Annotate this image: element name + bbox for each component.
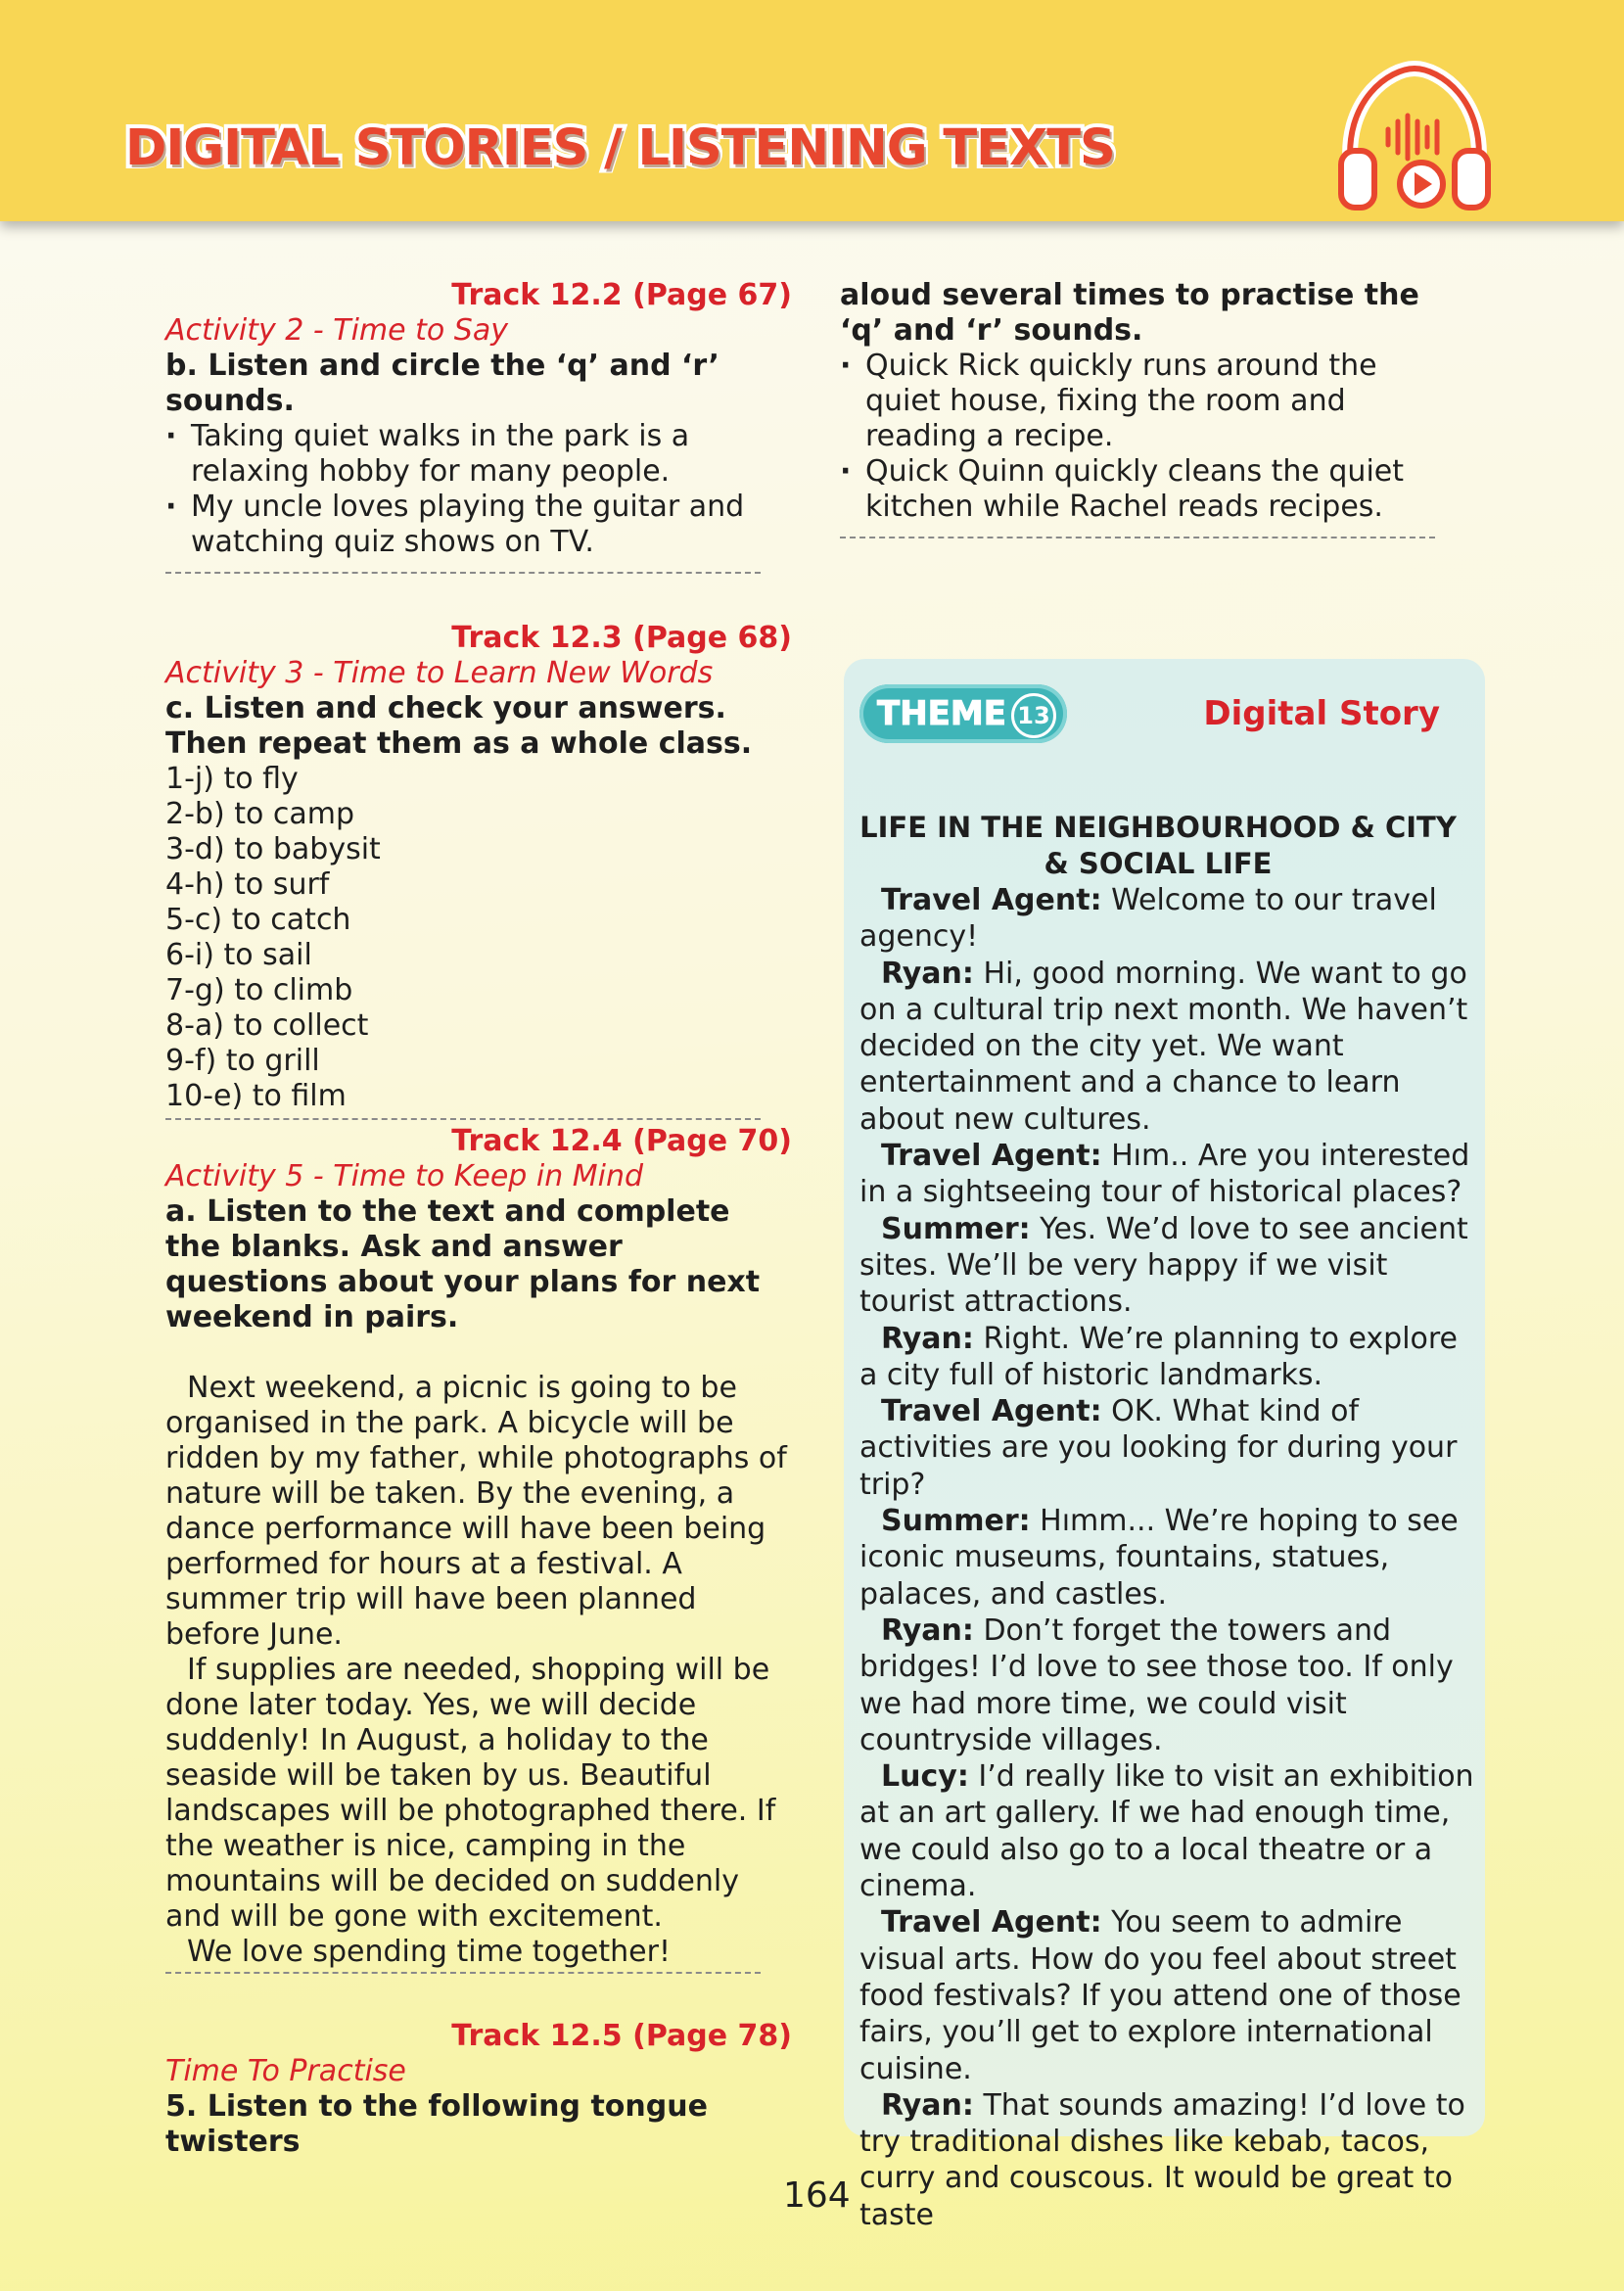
list-item: 3-d) to babysit [165, 832, 381, 866]
instruction-5: 5. Listen to the following tongue twisters [165, 2089, 708, 2159]
track-12-4-heading: Track 12.4 (Page 70) [451, 1124, 792, 1158]
track-12-3-heading: Track 12.3 (Page 68) [451, 621, 792, 655]
list-item: 6-i) to sail [165, 938, 312, 972]
dialogue-line: Travel Agent: OK. What kind of activities are you looking for during your trip? [859, 1394, 1458, 1502]
dashed-divider [165, 1118, 761, 1120]
instruction-a: a. Listen to the text and complete the blanks. Ask and answer questions about your plans for next weekend in pairs. [165, 1194, 761, 1334]
left-column [165, 278, 792, 2160]
list-item: 2-b) to camp [165, 797, 354, 831]
speaker: Travel Agent: [881, 1394, 1102, 1429]
story-dialogue [859, 882, 1476, 2233]
listening-text-paragraph: Next weekend, a picnic is going to be organised in the park. A bicycle will be ridden by my father, while photographs of nature will be taken. By the evening, a dance performance will have been being performed for hours at a festival. A summer trip will have been planned before June. [165, 1371, 787, 1652]
theme-label: THEME [877, 694, 1006, 733]
list-item: 10-e) to film [165, 1079, 347, 1113]
track-12-5-heading: Track 12.5 (Page 78) [451, 2019, 792, 2053]
sentence-list [165, 419, 792, 560]
instruction-5-continued: aloud several times to practise the ‘q’ and ‘r’ sounds. [840, 278, 1419, 348]
dialogue-line: Lucy: I’d really like to visit an exhibition at an art gallery. If we had enough time, we could also go to a local theatre or a cinema. [859, 1759, 1474, 1904]
page-header-title: DIGITAL STORIES / LISTENING TEXTS [125, 119, 1115, 177]
list-item: 4-h) to surf [165, 867, 330, 902]
time-to-practise-title: Time To Practise [165, 2054, 406, 2088]
speaker: Travel Agent: [881, 1905, 1102, 1940]
speaker: Ryan: [881, 2087, 974, 2123]
list-item: · My uncle loves playing the guitar and watching quiz shows on TV. [165, 490, 792, 560]
track-12-2-heading: Track 12.2 (Page 67) [451, 278, 792, 312]
header-bar [0, 0, 1624, 221]
list-item: 7-g) to climb [165, 973, 353, 1007]
tongue-twister-list [840, 349, 1447, 525]
right-column [840, 278, 1447, 538]
theme-badge [859, 684, 1067, 743]
listening-text-paragraph: We love spending time together! [187, 1935, 671, 1969]
activity-3-title: Activity 3 - Time to Learn New Words [165, 656, 714, 690]
listening-text-paragraph: If supplies are needed, shopping will be done later today. Yes, we will decide suddenly! In August, a holiday to the seaside will be taken by us. Beautiful landscapes will be photographed there. If the weather is nice, camping in the mountains will be decided on suddenly and will be gone with excitement. [165, 1653, 776, 1934]
speaker: Ryan: [881, 956, 974, 991]
headphones-play-icon [1331, 61, 1498, 217]
story-title: LIFE IN THE NEIGHBOURHOOD & CITY & SOCIAL LIFE [859, 811, 1457, 880]
activity-5-title: Activity 5 - Time to Keep in Mind [165, 1159, 644, 1193]
theme-number: 13 [1011, 693, 1056, 738]
dialogue-line: Summer: Yes. We’d love to see ancient sites. We’ll be very happy if we visit tourist attractions. [859, 1211, 1468, 1320]
list-item: · Quick Quinn quickly cleans the quiet kitchen while Rachel reads recipes. [840, 454, 1447, 525]
dialogue-line: Ryan: Hi, good morning. We want to go on a cultural trip next month. We haven’t decided on the city yet. We want entertainment and a chance to learn about new cultures. [859, 956, 1468, 1137]
dashed-divider [840, 537, 1435, 538]
dialogue-line: Ryan: That sounds amazing! I’d love to try traditional dishes like kebab, tacos, curry and couscous. It would be great to taste [859, 2087, 1465, 2232]
list-item: 9-f) to grill [165, 1044, 320, 1078]
instruction-b: b. Listen and circle the ‘q’ and ‘r’ sounds. [165, 349, 719, 418]
dialogue-line: Ryan: Don’t forget the towers and bridges! I’d love to see those too. If only we had more time, we could visit countryside villages. [859, 1613, 1454, 1757]
answer-list [165, 762, 792, 1114]
story-type-label: Digital Story [1203, 694, 1440, 733]
list-item: 5-c) to catch [165, 903, 351, 937]
digital-story-card [844, 659, 1485, 2232]
page-number: 164 [783, 2175, 851, 2216]
dialogue-line: Travel Agent: Welcome to our travel agency! [859, 883, 1437, 955]
list-item: · Taking quiet walks in the park is a relaxing hobby for many people. [165, 419, 792, 490]
speaker: Ryan: [881, 1613, 974, 1648]
speaker: Lucy: [881, 1759, 969, 1795]
dialogue-line: Travel Agent: Hım.. Are you interested in a sightseeing tour of historical places? [859, 1139, 1470, 1210]
list-item: · Quick Rick quickly runs around the quiet house, fixing the room and reading a recipe. [840, 349, 1447, 454]
dialogue-line: Travel Agent: You seem to admire visual arts. How do you feel about street food festivals? If you attend one of those fairs, you’ll get to explore international cuisine. [859, 1905, 1462, 2086]
dialogue-line: Ryan: Right. We’re planning to explore a city full of historic landmarks. [859, 1321, 1459, 1392]
list-item: 1-j) to fly [165, 762, 299, 796]
speaker: Ryan: [881, 1321, 974, 1356]
activity-2-title: Activity 2 - Time to Say [165, 313, 508, 348]
list-item: 8-a) to collect [165, 1008, 369, 1043]
speaker: Summer: [881, 1504, 1031, 1539]
speaker: Summer: [881, 1211, 1031, 1246]
speaker: Travel Agent: [881, 1139, 1102, 1174]
dialogue-line: Summer: Hımm... We’re hoping to see iconic museums, fountains, statues, palaces, and castles. [859, 1504, 1459, 1612]
instruction-c: c. Listen and check your answers. Then repeat them as a whole class. [165, 691, 753, 761]
speaker: Travel Agent: [881, 883, 1102, 917]
